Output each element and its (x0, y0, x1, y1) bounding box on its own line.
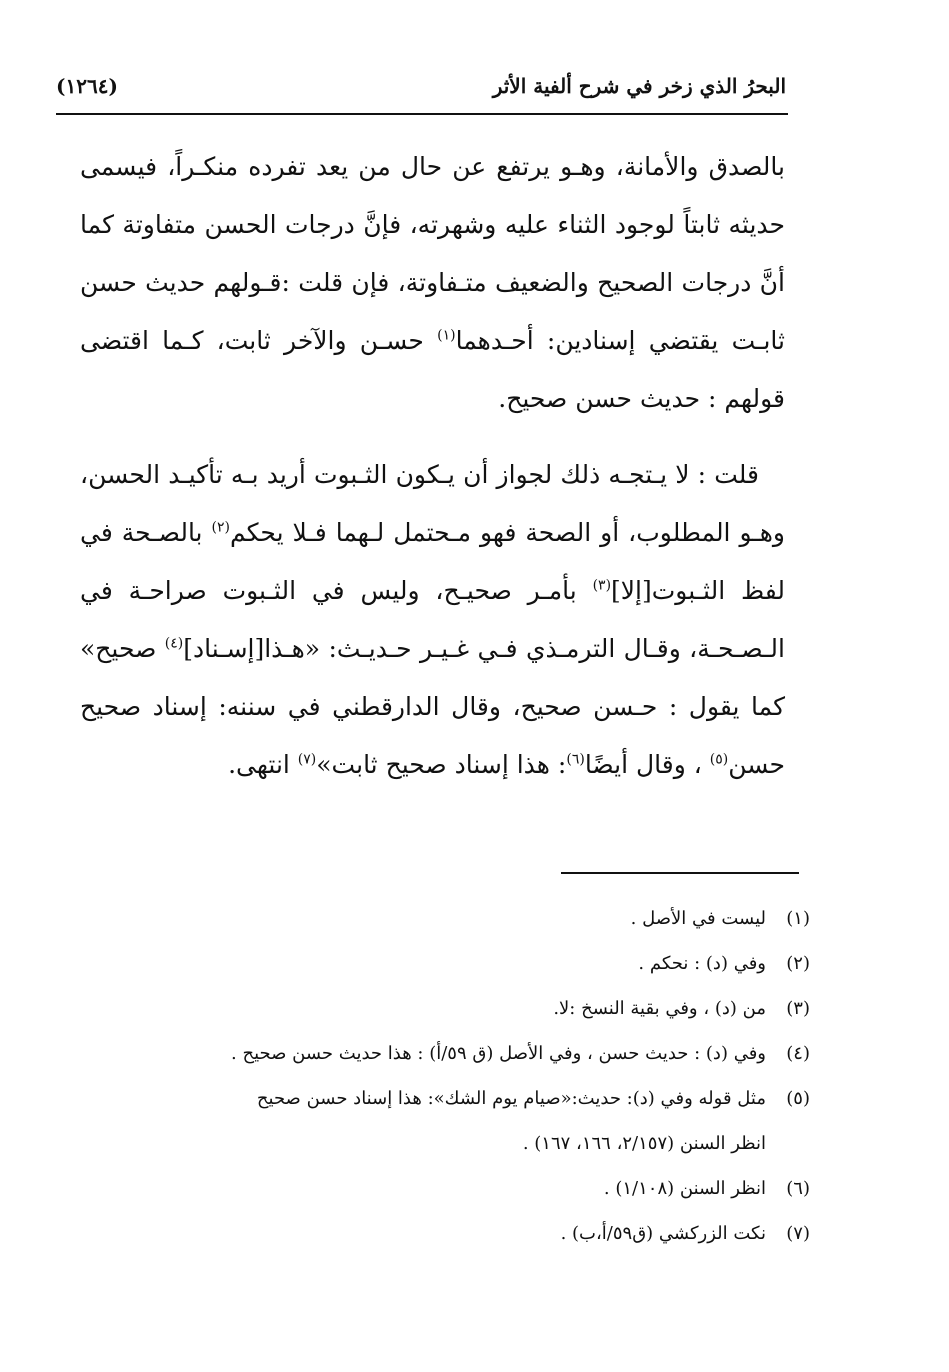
paragraph-text: انتهى. (228, 750, 298, 779)
footnote-number: (٣) (786, 998, 810, 1019)
footnote-number: (٢) (786, 953, 810, 974)
footnote-ref: (١) (437, 327, 456, 344)
footnote-text-continued: انظر السنن (٢/١٥٧، ١٦٦، ١٦٧) . (522, 1133, 766, 1154)
footnote-number: (٤) (786, 1043, 810, 1064)
page-number: (١٢٦٤) (56, 74, 118, 98)
paragraph-text: صحيح» كما يقول : حـسن صحيح، وقال الدارقطني في سننه: إسناد صحيح حسن (80, 634, 785, 779)
footnote-text: وفي (د) : نحكم . (638, 953, 766, 974)
paragraph (80, 138, 785, 428)
paragraph-text: : هذا إسناد صحيح ثابت» (316, 750, 567, 779)
footnote-text: نكت الزركشي (ق٥٩/أ،ب) . (560, 1223, 766, 1244)
footnote (110, 941, 810, 986)
running-title: البحرُ الذي زخر في شرح ألفية الأثر (492, 74, 786, 98)
header-divider (56, 113, 788, 115)
footnote-ref: (٥) (709, 751, 729, 768)
footnote (110, 1166, 810, 1211)
page-header (56, 70, 786, 110)
footnote (110, 1076, 810, 1166)
footnote-text: وفي (د) : حديث حسن ، وفي الأصل (ق ٥٩/أ) : هذا حديث حسن صحيح . (231, 1043, 766, 1064)
paragraph-text: ، وقال أيضًا (584, 750, 710, 779)
footnote-number: (٥) (786, 1088, 810, 1109)
footnote (110, 1031, 810, 1076)
footnote (110, 896, 810, 941)
paragraph-text: بالصدق والأمانة، وهـو يرتفع عن حال من يعد تفرده منكـراً، فيسمى حديثه ثابتاً لوجود الثناء عليه وشهرته، فإنَّ درجات الحسن متفاوتة كما أنَّ درجات الصحيح والضعيف متـفاوتة، فإن قلت :قـولهم حديث حسن ثابـت يقتضي إسنادين: أحـدهما (80, 152, 785, 355)
footnote-ref: (٦) (566, 751, 585, 768)
footnote-text: ليست في الأصل . (630, 908, 766, 929)
footnote-text: مثل قوله وفي (د): حديث:«صيام يوم الشك»: هذا إسناد حسن صحيح (256, 1088, 766, 1109)
footnote-ref: (٢) (211, 519, 230, 536)
footnote-ref: (٣) (592, 577, 612, 594)
footnote-divider (561, 872, 799, 874)
footnote-text: انظر السنن (١/١٠٨) . (603, 1178, 766, 1199)
footnotes-list (110, 896, 810, 1256)
footnote (110, 986, 810, 1031)
paragraph-text: قلت : لا يـتجـه ذلك لجواز أن يـكون الثـبوت أريد بـه تأكيـد الحسن، وهـو المطلوب، أو الصحة فهو مـحتمل لـهما فـلا يحكم (80, 460, 785, 547)
main-text (80, 138, 785, 794)
paragraph (80, 446, 785, 794)
footnote-number: (٦) (786, 1178, 810, 1199)
paragraph-text: بأمـر صحيـح، وليس في الثـبوت صراحـة في الـصـحـة، وقـال الترمـذي فـي غـيـر حـديـث: «هـذا[إسـناد] (80, 576, 785, 663)
footnote-ref: (٧) (297, 751, 317, 768)
paragraph-text: بالصـحة في لفظ الثـبوت[إلا] (80, 518, 785, 605)
footnote (110, 1211, 810, 1256)
footnote-number: (٧) (786, 1223, 810, 1244)
footnote-text: من (د) ، وفي بقية النسخ :لا. (553, 998, 766, 1019)
footnote-ref: (٤) (164, 635, 184, 652)
footnote-number: (١) (786, 908, 810, 929)
paragraph-text: حسـن والآخر ثابت، كـما اقتضى قولهم : حديث حسن صحيح. (80, 326, 785, 413)
